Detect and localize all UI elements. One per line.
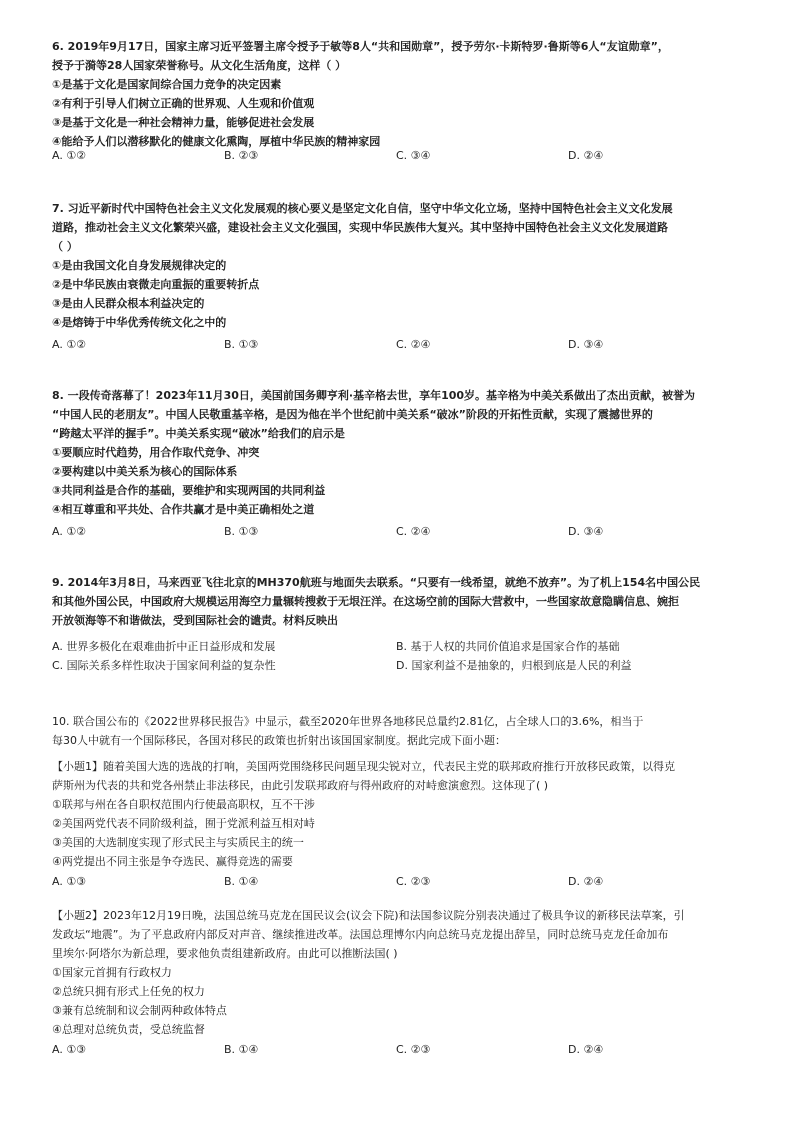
q6-stem-line: 授予于漪等28人国家荣誉称号。从文化生活角度，这样（ ） xyxy=(52,59,347,72)
option-c[interactable]: C. ②③ xyxy=(396,875,431,888)
option-a[interactable]: A. ①③ xyxy=(52,875,87,888)
option-c[interactable]: C. 国际关系多样性取决于国家间利益的复杂性 xyxy=(52,659,276,672)
sub2-item: ③兼有总统制和议会制两种政体特点 xyxy=(52,1004,227,1017)
option-a[interactable]: A. 世界多极化在艰难曲折中正日益形成和发展 xyxy=(52,640,276,653)
q9-stem-line: 和其他外国公民，中国政府大规模运用海空力量辗转搜救于无垠汪洋。在这场空前的国际大营救中，一些国家故意隐瞒信息、婉拒 xyxy=(52,595,679,608)
q7-stem-line: 道路，推动社会主义文化繁荣兴盛，建设社会主义文化强国，实现中华民族伟大复兴。其中坚持中国特色社会主义文化发展道路 xyxy=(52,221,668,234)
sub1-stem-line: 【小题1】随着美国大选的选战的打响，美国两党围绕移民问题呈现尖锐对立，代表民主党的联邦政府推行开放移民政策，以得克 xyxy=(52,760,675,773)
option-c[interactable]: C. ②④ xyxy=(396,338,431,351)
q6-item: ②有利于引导人们树立正确的世界观、人生观和价值观 xyxy=(52,97,315,110)
q8-item: ④相互尊重和平共处、合作共赢才是中美正确相处之道 xyxy=(52,503,315,516)
sub2-stem-line: 里埃尔·阿塔尔为新总理，要求他负责组建新政府。由此可以推断法国( ) xyxy=(52,947,398,960)
q8-item: ②要构建以中美关系为核心的国际体系 xyxy=(52,465,238,478)
q8-stem-line: “跨越太平洋的握手”。中美关系实现“破冰”给我们的启示是 xyxy=(52,427,345,440)
q10-subquestion-1 xyxy=(52,757,752,871)
question-7 xyxy=(52,199,752,332)
q9-stem-line: 9. 2014年3月8日，马来西亚飞往北京的MH370航班与地面失去联系。“只要有一线希望，就绝不放弃”。为了机上154名中国公民 xyxy=(52,576,701,589)
sub1-item: ①联邦与州在各自职权范围内行使最高职权，互不干涉 xyxy=(52,798,315,811)
sub2-options xyxy=(52,1040,752,1059)
option-b[interactable]: B. 基于人权的共同价值追求是国家合作的基础 xyxy=(396,640,620,653)
q8-item: ③共同利益是合作的基础，要维护和实现两国的共同利益 xyxy=(52,484,326,497)
sub1-item: ②美国两党代表不同阶级利益，囿于党派利益互相对峙 xyxy=(52,817,315,830)
q8-stem-line: 8. 一段传奇落幕了！2023年11月30日，美国前国务卿亨利·基辛格去世，享年100岁。基辛格为中美关系做出了杰出贡献，被誉为 xyxy=(52,389,696,402)
option-a[interactable]: A. ①③ xyxy=(52,1043,87,1056)
q8-stem-line: “中国人民的老朋友”。中国人民敬重基辛格，是因为他在半个世纪前中美关系“破冰”阶段的开拓性贡献，实现了震撼世界的 xyxy=(52,408,653,421)
sub2-item: ①国家元首拥有行政权力 xyxy=(52,966,172,979)
q8-item: ①要顺应时代趋势，用合作取代竞争、冲突 xyxy=(52,446,260,459)
q6-stem-line: 6. 2019年9月17日，国家主席习近平签署主席令授予于敏等8人“共和国勋章”，授予劳尔·卡斯特罗·鲁斯等6人“友谊勋章”， xyxy=(52,40,669,53)
sub2-item: ④总理对总统负责，受总统监督 xyxy=(52,1023,205,1036)
q7-item: ①是由我国文化自身发展规律决定的 xyxy=(52,259,227,272)
option-d[interactable]: D. ③④ xyxy=(568,525,604,538)
q7-stem-line: （ ） xyxy=(52,240,78,253)
question-10 xyxy=(52,712,752,750)
option-b[interactable]: B. ①④ xyxy=(224,1043,259,1056)
option-a[interactable]: A. ①② xyxy=(52,525,87,538)
option-b[interactable]: B. ②③ xyxy=(224,149,259,162)
option-a[interactable]: A. ①② xyxy=(52,338,87,351)
sub2-item: ②总统只拥有形式上任免的权力 xyxy=(52,985,205,998)
sub2-stem-line: 发政坛“地震”。为了平息政府内部反对声音、继续推进改革。法国总理博尔内向总统马克龙提出辞呈，同时总统马克龙任命加布 xyxy=(52,928,669,941)
option-c[interactable]: C. ②③ xyxy=(396,1043,431,1056)
sub1-item: ③美国的大选制度实现了形式民主与实质民主的统一 xyxy=(52,836,304,849)
option-d[interactable]: D. ③④ xyxy=(568,338,604,351)
question-8 xyxy=(52,386,752,519)
question-6 xyxy=(52,37,752,151)
sub2-stem-line: 【小题2】2023年12月19日晚，法国总统马克龙在国民议会(议会下院)和法国参议院分别表决通过了极具争议的新移民法草案，引 xyxy=(52,909,685,922)
option-c[interactable]: C. ②④ xyxy=(396,525,431,538)
q7-item: ④是熔铸于中华优秀传统文化之中的 xyxy=(52,316,227,329)
q9-options xyxy=(52,637,752,675)
q10-stem-line: 10. 联合国公布的《2022世界移民报告》中显示，截至2020年世界各地移民总量约2.81亿，占全球人口的3.6%，相当于 xyxy=(52,715,644,728)
option-b[interactable]: B. ①④ xyxy=(224,875,259,888)
q6-item: ①是基于文化是国家间综合国力竞争的决定因素 xyxy=(52,78,282,91)
q7-stem-line: 7. 习近平新时代中国特色社会主义文化发展观的核心要义是坚定文化自信，坚守中华文化立场，坚持中国特色社会主义文化发展 xyxy=(52,202,673,215)
option-c[interactable]: C. ③④ xyxy=(396,149,431,162)
option-b[interactable]: B. ①③ xyxy=(224,525,259,538)
q7-options xyxy=(52,335,752,354)
q9-stem-line: 开放领海等不和谐做法，受到国际社会的谴责。材料反映出 xyxy=(52,614,338,627)
option-b[interactable]: B. ①③ xyxy=(224,338,259,351)
q6-item: ③是基于文化是一种社会精神力量，能够促进社会发展 xyxy=(52,116,315,129)
sub1-options xyxy=(52,872,752,891)
q7-item: ③是由人民群众根本利益决定的 xyxy=(52,297,205,310)
q6-options xyxy=(52,146,752,165)
q7-item: ②是中华民族由衰微走向重振的重要转折点 xyxy=(52,278,260,291)
q8-options xyxy=(52,522,752,541)
q10-subquestion-2 xyxy=(52,906,752,1039)
sub1-item: ④两党提出不同主张是争夺选民、赢得竞选的需要 xyxy=(52,855,293,868)
option-d[interactable]: D. 国家利益不是抽象的，归根到底是人民的利益 xyxy=(396,659,632,672)
option-d[interactable]: D. ②④ xyxy=(568,1043,604,1056)
q10-stem-line: 每30人中就有一个国际移民，各国对移民的政策也折射出该国国家制度。据此完成下面小题： xyxy=(52,734,506,747)
option-a[interactable]: A. ①② xyxy=(52,149,87,162)
question-9 xyxy=(52,573,752,630)
sub1-stem-line: 萨斯州为代表的共和党各州禁止非法移民，由此引发联邦政府与得州政府的对峙愈演愈烈。这体现了( ) xyxy=(52,779,549,792)
option-d[interactable]: D. ②④ xyxy=(568,149,604,162)
option-d[interactable]: D. ②④ xyxy=(568,875,604,888)
q6-item: ④能给予人们以潜移默化的健康文化熏陶，厚植中华民族的精神家园 xyxy=(52,135,381,148)
